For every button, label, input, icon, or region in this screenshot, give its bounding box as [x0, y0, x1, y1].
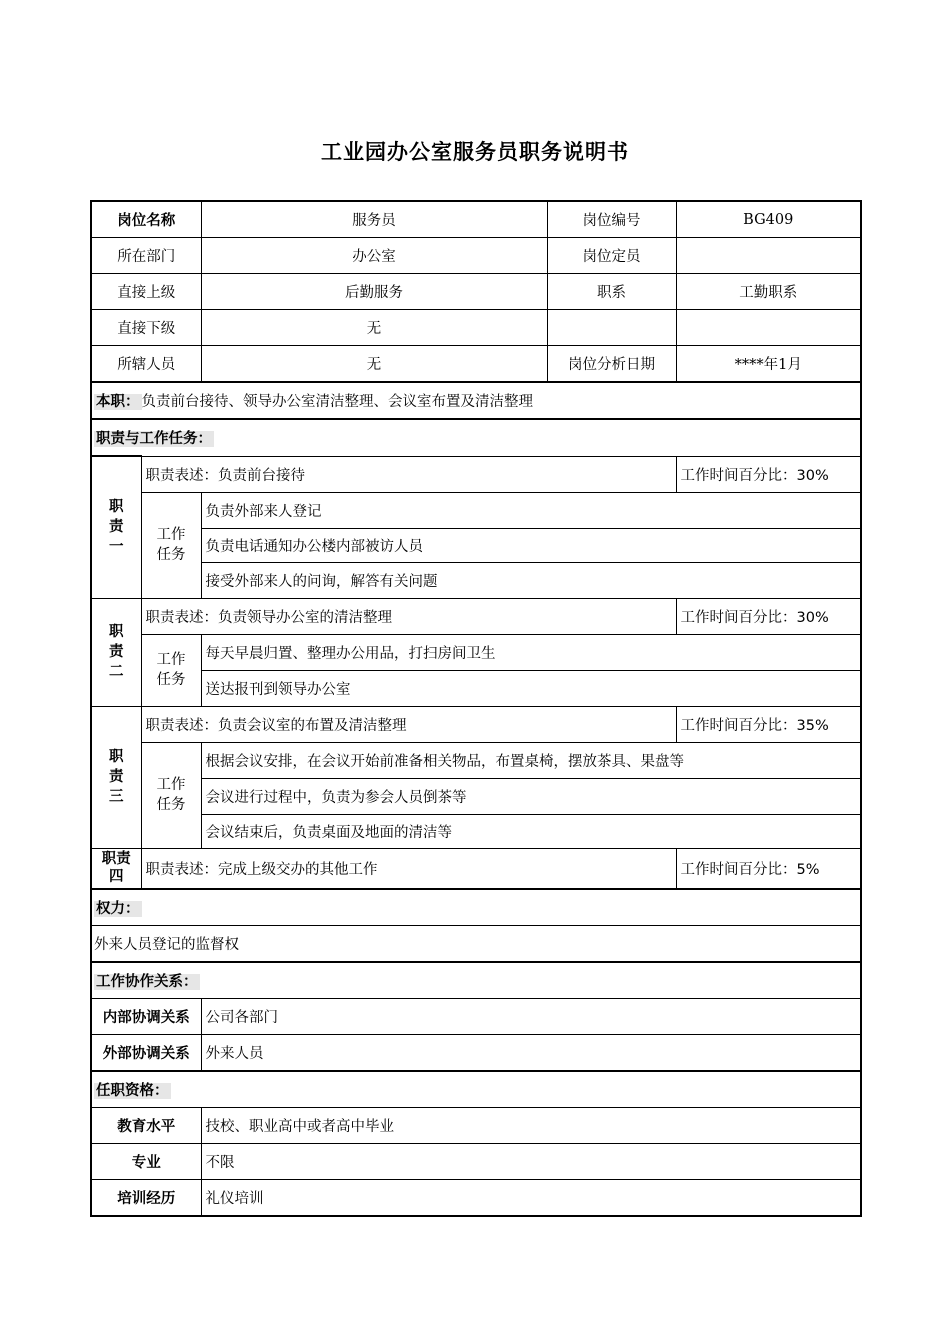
duty-2-task-label: 工作任务 [156, 652, 186, 688]
label-job-series: 职系 [547, 274, 676, 310]
duty-3-task-2: 会议进行过程中，负责为参会人员倒茶等 [201, 778, 861, 814]
internal-coop-label: 内部协调关系 [91, 998, 201, 1034]
power-header: 权力： [96, 900, 140, 917]
duty-1-name: 职责一 [109, 499, 124, 556]
duty-1-desc: 职责表述：负责前台接待 [141, 456, 676, 492]
label-staff: 所辖人员 [91, 346, 201, 383]
duty-1-task-row [91, 528, 861, 562]
value-department: 办公室 [201, 238, 547, 274]
basic-row-2 [91, 238, 861, 274]
job-description-table [90, 200, 862, 1217]
duty-2-task-row [91, 670, 861, 706]
label-department: 所在部门 [91, 238, 201, 274]
value-job-series: 工勤职系 [676, 274, 861, 310]
coop-header: 工作协作关系： [96, 973, 198, 990]
internal-coop-value: 公司各部门 [201, 998, 861, 1034]
value-direct-subordinate: 无 [201, 310, 547, 346]
duty-3-task-row [91, 742, 861, 778]
value-staff: 无 [201, 346, 547, 383]
value-position-code: BG409 [676, 201, 861, 238]
duty-1-task-2: 负责电话通知办公楼内部被访人员 [201, 528, 861, 562]
duty-1-task-1: 负责外部来人登记 [201, 492, 861, 528]
value-position-name: 服务员 [201, 201, 547, 238]
label-position-code: 岗位编号 [547, 201, 676, 238]
qual-header: 任职资格： [96, 1082, 169, 1099]
duty-1-task-row [91, 492, 861, 528]
duty-1-task-label: 工作任务 [156, 527, 186, 563]
duty-2-task-row [91, 634, 861, 670]
duty-2-desc: 职责表述：负责领导办公室的清洁整理 [141, 598, 676, 634]
major-label: 专业 [91, 1143, 201, 1179]
basic-row-1 [91, 201, 861, 238]
power-text: 外来人员登记的监督权 [91, 925, 861, 962]
external-coop-label: 外部协调关系 [91, 1034, 201, 1071]
coop-external-row [91, 1034, 861, 1071]
basic-row-3 [91, 274, 861, 310]
qual-edu-row [91, 1107, 861, 1143]
duty-1-task-row [91, 562, 861, 598]
external-coop-value: 外来人员 [201, 1034, 861, 1071]
value-analysis-date: ****年1月 [676, 346, 861, 383]
duty-2-pct: 工作时间百分比：30% [676, 598, 861, 634]
duties-header-row [91, 419, 861, 456]
duty-1-task-3: 接受外部来人的问询，解答有关问题 [201, 562, 861, 598]
label-position-name: 岗位名称 [91, 201, 201, 238]
duty-4-desc-row [91, 848, 861, 889]
label-headcount: 岗位定员 [547, 238, 676, 274]
duty-3-name: 职责三 [109, 749, 124, 805]
duty-3-pct: 工作时间百分比：35% [676, 706, 861, 742]
label-direct-subordinate: 直接下级 [91, 310, 201, 346]
empty-cell [547, 310, 676, 346]
duty-4-name: 职责四 [101, 851, 131, 885]
duty-3-task-row [91, 814, 861, 848]
qual-training-row [91, 1179, 861, 1216]
major-value: 不限 [201, 1143, 861, 1179]
basic-row-5 [91, 346, 861, 383]
value-headcount [676, 238, 861, 274]
benzhi-text: 负责前台接待、领导办公室清洁整理、会议室布置及清洁整理 [141, 394, 533, 410]
training-value: 礼仪培训 [201, 1179, 861, 1216]
edu-value: 技校、职业高中或者高中毕业 [201, 1107, 861, 1143]
benzhi-label: 本职： [96, 394, 140, 410]
power-row [91, 925, 861, 962]
duty-3-task-label: 工作任务 [156, 777, 186, 813]
edu-label: 教育水平 [91, 1107, 201, 1143]
duty-3-task-row [91, 778, 861, 814]
duty-3-desc-row [91, 706, 861, 742]
duty-2-task-2: 送达报刊到领导办公室 [201, 670, 861, 706]
duty-2-name: 职责二 [109, 624, 124, 680]
duty-4-pct: 工作时间百分比：5% [676, 848, 861, 889]
duty-1-desc-row [91, 456, 861, 492]
empty-cell [676, 310, 861, 346]
training-label: 培训经历 [91, 1179, 201, 1216]
duty-4-desc: 职责表述：完成上级交办的其他工作 [141, 848, 676, 889]
basic-row-4 [91, 310, 861, 346]
duties-header: 职责与工作任务： [96, 431, 212, 447]
duty-3-desc: 职责表述：负责会议室的布置及清洁整理 [141, 706, 676, 742]
duty-2-task-1: 每天早晨归置、整理办公用品，打扫房间卫生 [201, 634, 861, 670]
power-header-row [91, 889, 861, 926]
coop-internal-row [91, 998, 861, 1034]
qual-major-row [91, 1143, 861, 1179]
duty-2-desc-row [91, 598, 861, 634]
duty-3-task-1: 根据会议安排，在会议开始前准备相关物品，布置桌椅，摆放茶具、果盘等 [201, 742, 861, 778]
qual-header-row [91, 1071, 861, 1108]
page-title: 工业园办公室服务员职务说明书 [321, 140, 629, 164]
benzhi-row [91, 382, 861, 419]
duty-1-pct: 工作时间百分比：30% [676, 456, 861, 492]
duty-3-task-3: 会议结束后，负责桌面及地面的清洁等 [201, 814, 861, 848]
coop-header-row [91, 962, 861, 999]
label-direct-superior: 直接上级 [91, 274, 201, 310]
label-analysis-date: 岗位分析日期 [547, 346, 676, 383]
value-direct-superior: 后勤服务 [201, 274, 547, 310]
